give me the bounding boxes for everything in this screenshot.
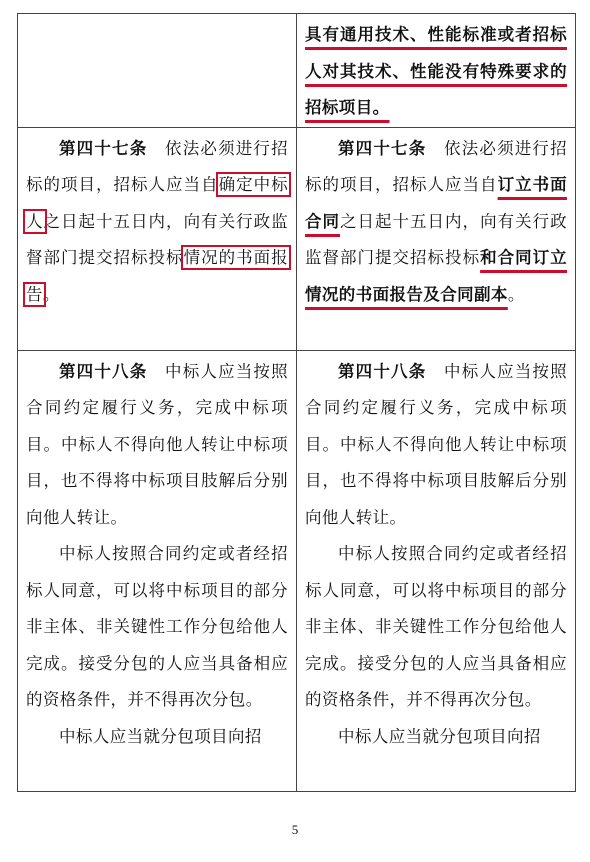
article-47-old <box>26 131 288 314</box>
left-cell <box>18 350 297 791</box>
article-title: 第四十七条 <box>338 138 427 158</box>
boxed-text: 情况的书面报告 <box>26 248 288 304</box>
article-text: 。 <box>42 284 60 304</box>
left-cell <box>18 127 297 350</box>
article-text: 依法必须进行招标的项目，招标人应当自 <box>26 138 288 194</box>
article-text: 之日起十五日内，向有关行政监督部门提交招标投标 <box>305 211 567 267</box>
article-text: 之日起十五日内，向有关行政监督部门提交招标投标 <box>26 211 288 267</box>
article-48-old-p3: 中标人应当就分包项目向招 <box>59 726 262 746</box>
article-48-new-p2: 中标人按照合同约定或者经招标人同意，可以将中标项目的部分非主体、非关键性工作分包给他人完成。接受分包的人应当具备相应的资格条件，并不得再次分包。 <box>305 544 567 709</box>
boxed-text: 确定中标人 <box>26 175 288 231</box>
amended-text: 订立书面合同 <box>305 175 567 231</box>
article-text: 依法必须进行招标的项目，招标人应当自 <box>305 138 567 194</box>
article-text: 。 <box>507 284 525 304</box>
article-47-new <box>305 131 567 314</box>
article-text: 中标人应当按照合同约定履行义务，完成中标项目。中标人不得向他人转让中标项目，也不得将中标项目肢解后分别向他人转让。 <box>26 361 288 527</box>
right-cell <box>297 350 576 791</box>
left-cell-empty <box>18 14 297 128</box>
amended-text: 具有通用技术、性能标准或者招标人对其技术、性能没有特殊要求的招标项目。 <box>305 25 567 117</box>
article-text: 中标人应当按照合同约定履行义务，完成中标项目。中标人不得向他人转让中标项目，也不得将中标项目肢解后分别向他人转让。 <box>305 361 567 527</box>
amended-text: 和合同订立情况的书面报告及合同副本 <box>305 248 568 304</box>
right-cell <box>297 127 576 350</box>
article-48-new-p1 <box>305 354 567 537</box>
article-48-old-p1 <box>26 354 288 537</box>
right-cell <box>297 14 576 128</box>
comparison-table <box>17 13 576 792</box>
article-title: 第四十八条 <box>338 361 427 381</box>
table-row <box>18 127 576 350</box>
article-48-new-p3: 中标人应当就分包项目向招 <box>338 726 541 746</box>
table-row <box>18 14 576 128</box>
article-title: 第四十八条 <box>59 361 148 381</box>
table-row <box>18 350 576 791</box>
page-number: 5 <box>291 822 299 837</box>
article-title: 第四十七条 <box>59 138 148 158</box>
article-48-old-p2: 中标人按照合同约定或者经招标人同意，可以将中标项目的部分非主体、非关键性工作分包给他人完成。接受分包的人应当具备相应的资格条件，并不得再次分包。 <box>26 544 288 709</box>
